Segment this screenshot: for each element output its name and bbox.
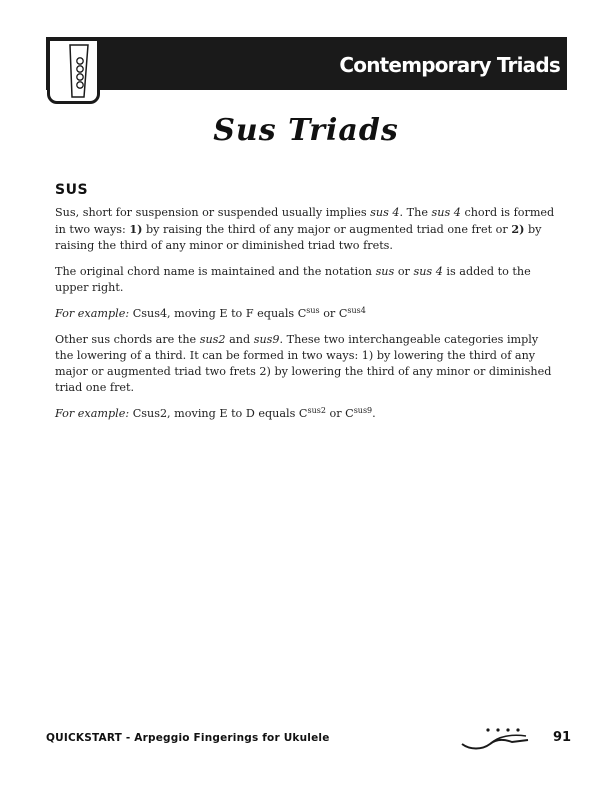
page-number: 91 [553, 730, 572, 745]
chord-superscript: sus9 [353, 406, 373, 415]
chord-superscript: sus4 [347, 306, 366, 315]
text-run: or C [325, 407, 354, 420]
example-1 [55, 306, 555, 322]
text-run: . The [399, 206, 432, 219]
text-run: or [394, 265, 414, 278]
text-run: Csus2, moving E to D equals C [129, 407, 308, 420]
ukulele-headstock-icon [47, 38, 100, 104]
paragraph-4 [55, 332, 555, 396]
italic-term: sus 4 [370, 206, 400, 219]
italic-term: sus2 [199, 333, 226, 346]
example-2 [55, 406, 555, 422]
text-run: Other sus chords are the [55, 333, 200, 346]
text-run: by raising the third of any major or augmented triad one fret or [142, 223, 512, 236]
text-run: Sus, short for suspension or suspended usually implies [55, 206, 371, 219]
page-title: Sus Triads [213, 113, 399, 148]
body-text [55, 205, 555, 432]
text-run: by raising the third of any minor or diminished triad two frets. [55, 223, 542, 252]
text-run: is added to the upper right. [55, 265, 531, 294]
text-run: . [372, 407, 376, 420]
text-run: and [225, 333, 254, 346]
example-label: For example: [55, 307, 130, 320]
text-run: Csus4, moving E to F equals C [129, 307, 307, 320]
footer-title: QUICKSTART - Arpeggio Fingerings for Ukulele [46, 732, 330, 744]
bold-marker: 1) [129, 222, 143, 236]
chord-superscript: sus [306, 306, 320, 315]
italic-term: sus 4 [431, 206, 461, 219]
ukulele-silhouette-icon [460, 724, 530, 756]
chord-superscript: sus2 [307, 406, 326, 415]
bold-marker: 2) [511, 222, 525, 236]
paragraph-2 [55, 264, 555, 296]
section-heading: SUS [55, 182, 89, 198]
italic-term: sus 4 [413, 265, 443, 278]
header-title: Contemporary Triads [339, 53, 560, 77]
example-label: For example: [55, 407, 130, 420]
text-run: chord is formed in two ways: [55, 206, 555, 236]
paragraph-1 [55, 205, 555, 254]
italic-term: sus [375, 265, 395, 278]
text-run: or C [319, 307, 348, 320]
text-run: . These two interchangeable categories imply the lowering of a third. It can be formed in two ways: 1) by lowering the third of any major or augmented triad two frets 2) by lowering the third of any minor or diminished triad one fret. [55, 333, 552, 394]
text-run: The original chord name is maintained and the notation [55, 265, 376, 278]
italic-term: sus9 [253, 333, 280, 346]
